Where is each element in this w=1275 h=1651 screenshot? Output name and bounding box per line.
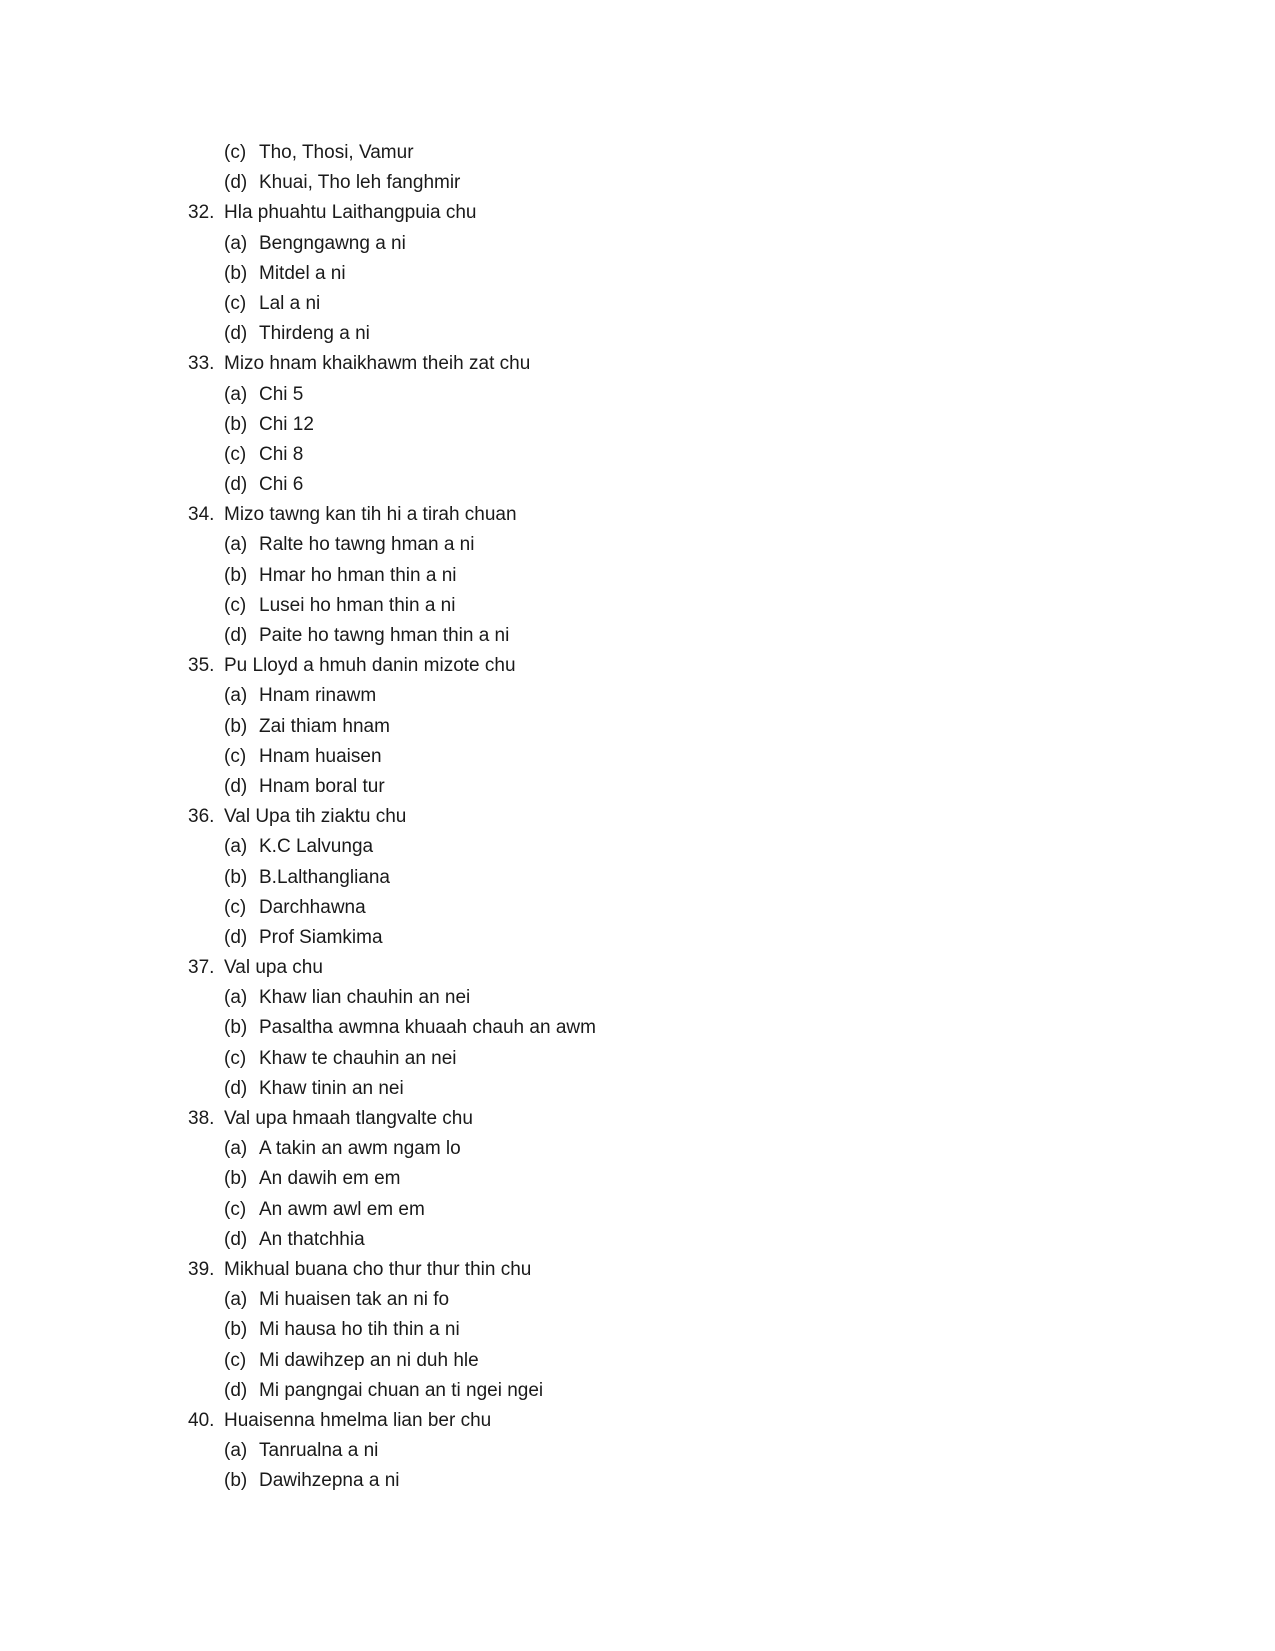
- question-text: Huaisenna hmelma lian ber chu: [224, 1409, 492, 1431]
- option-line: [188, 832, 1088, 862]
- option-line: [188, 1436, 1088, 1466]
- option-text: Prof Siamkima: [259, 926, 383, 948]
- option-letter: (b): [224, 413, 248, 435]
- option-line: [188, 1376, 1088, 1406]
- option-text: Hmar ho hman thin a ni: [259, 564, 457, 586]
- option-letter: (d): [224, 323, 248, 345]
- option-line: [188, 1315, 1088, 1345]
- option-letter: (b): [224, 262, 248, 284]
- option-letter: (d): [224, 775, 248, 797]
- option-text: Khaw tinin an nei: [259, 1077, 404, 1099]
- option-text: Mi huaisen tak an ni fo: [259, 1289, 450, 1311]
- option-letter: (d): [224, 1228, 248, 1250]
- question-number: 35.: [188, 655, 215, 677]
- option-line: [188, 621, 1088, 651]
- option-text: An awm awl em em: [259, 1198, 425, 1220]
- option-line: [188, 893, 1088, 923]
- option-text: Dawihzepna a ni: [259, 1470, 400, 1492]
- option-text: Darchhawna: [259, 896, 366, 918]
- option-letter: (c): [224, 443, 247, 465]
- option-text: Chi 5: [259, 383, 304, 405]
- option-text: Khaw te chauhin an nei: [259, 1047, 457, 1069]
- question-line: [188, 651, 1088, 681]
- option-text: Hnam huaisen: [259, 745, 382, 767]
- option-line: [188, 742, 1088, 772]
- option-letter: (b): [224, 1017, 248, 1039]
- option-line: [188, 1225, 1088, 1255]
- option-text: Zai thiam hnam: [259, 715, 390, 737]
- option-line: [188, 1466, 1088, 1496]
- option-letter: (d): [224, 1077, 248, 1099]
- question-text: Hla phuahtu Laithangpuia chu: [224, 202, 477, 224]
- option-line: [188, 410, 1088, 440]
- question-number: 32.: [188, 202, 215, 224]
- option-text: Lal a ni: [259, 292, 321, 314]
- option-letter: (a): [224, 1138, 248, 1160]
- option-line: [188, 1044, 1088, 1074]
- question-number: 34.: [188, 504, 215, 526]
- option-text: Ralte ho tawng hman a ni: [259, 534, 475, 556]
- option-text: Khaw lian chauhin an nei: [259, 987, 471, 1009]
- option-letter: (d): [224, 474, 248, 496]
- option-letter: (d): [224, 172, 248, 194]
- question-text: Val upa chu: [224, 957, 323, 979]
- option-line: [188, 1134, 1088, 1164]
- option-letter: (a): [224, 1440, 248, 1462]
- option-letter: (c): [224, 1047, 247, 1069]
- option-text: A takin an awm ngam lo: [259, 1138, 461, 1160]
- option-letter: (a): [224, 1289, 248, 1311]
- question-line: [188, 1406, 1088, 1436]
- question-text: Mizo hnam khaikhawm theih zat chu: [224, 353, 531, 375]
- option-letter: (c): [224, 745, 247, 767]
- option-text: Lusei ho hman thin a ni: [259, 594, 456, 616]
- option-letter: (d): [224, 625, 248, 646]
- option-text: An dawih em em: [259, 1168, 401, 1190]
- option-text: B.Lalthangliana: [259, 866, 390, 888]
- option-text: Hnam rinawm: [259, 685, 377, 707]
- option-text: Hnam boral tur: [259, 775, 385, 797]
- option-text: Mi pangngai chuan an ti ngei ngei: [259, 1379, 544, 1401]
- option-letter: (c): [224, 896, 247, 918]
- option-text: Mi hausa ho tih thin a ni: [259, 1319, 460, 1341]
- option-text: Bengngawng a ni: [259, 232, 406, 254]
- option-text: Chi 6: [259, 474, 304, 496]
- option-letter: (a): [224, 836, 248, 858]
- option-line: [188, 1164, 1088, 1194]
- question-number: 37.: [188, 957, 215, 979]
- option-letter: (c): [224, 142, 247, 163]
- option-letter: (a): [224, 383, 248, 405]
- option-line: [188, 1013, 1088, 1043]
- option-text: Pasaltha awmna khuaah chauh an awm: [259, 1017, 596, 1039]
- question-text: Val upa hmaah tlangvalte chu: [224, 1108, 473, 1129]
- option-text: Mitdel a ni: [259, 262, 346, 284]
- option-line: [188, 1346, 1088, 1376]
- option-letter: (c): [224, 1349, 247, 1371]
- question-text: Mikhual buana cho thur thur thin chu: [224, 1258, 532, 1280]
- option-line: [188, 1285, 1088, 1315]
- option-line: [188, 530, 1088, 560]
- question-line: [188, 349, 1088, 379]
- question-number: 33.: [188, 353, 215, 375]
- option-text: Paite ho tawng hman thin a ni: [259, 625, 510, 646]
- option-letter: (c): [224, 594, 247, 616]
- question-text: Mizo tawng kan tih hi a tirah chuan: [224, 504, 517, 526]
- question-line: [188, 500, 1088, 530]
- option-line: [188, 923, 1088, 953]
- question-line: [188, 802, 1088, 832]
- option-line: [188, 229, 1088, 259]
- option-line: [188, 380, 1088, 410]
- option-text: An thatchhia: [259, 1228, 365, 1250]
- option-letter: (b): [224, 1470, 248, 1492]
- question-text: Val Upa tih ziaktu chu: [224, 806, 407, 828]
- option-letter: (b): [224, 715, 248, 737]
- option-line: [188, 168, 1088, 198]
- option-line: [188, 1195, 1088, 1225]
- option-text: Tanrualna a ni: [259, 1440, 379, 1462]
- question-number: 36.: [188, 806, 215, 828]
- option-letter: (d): [224, 926, 248, 948]
- option-text: Mi dawihzep an ni duh hle: [259, 1349, 479, 1371]
- option-line: [188, 561, 1088, 591]
- option-line: [188, 863, 1088, 893]
- option-line: [188, 138, 1088, 168]
- option-line: [188, 259, 1088, 289]
- option-letter: (a): [224, 232, 248, 254]
- option-letter: (c): [224, 292, 247, 314]
- question-number: 39.: [188, 1258, 215, 1280]
- option-letter: (b): [224, 866, 248, 888]
- option-letter: (a): [224, 685, 248, 707]
- option-letter: (a): [224, 534, 248, 556]
- option-line: [188, 772, 1088, 802]
- option-letter: (c): [224, 1198, 247, 1220]
- option-line: [188, 681, 1088, 711]
- question-line: [188, 1255, 1088, 1285]
- option-text: Chi 12: [259, 413, 314, 435]
- option-line: [188, 983, 1088, 1013]
- option-line: [188, 591, 1088, 621]
- option-letter: (b): [224, 564, 248, 586]
- option-letter: (a): [224, 987, 248, 1009]
- question-list: [188, 138, 1088, 1496]
- option-letter: (d): [224, 1379, 248, 1401]
- option-text: K.C Lalvunga: [259, 836, 374, 858]
- question-line: [188, 198, 1088, 228]
- question-text: Pu Lloyd a hmuh danin mizote chu: [224, 655, 516, 677]
- option-text: Thirdeng a ni: [259, 323, 370, 345]
- option-line: [188, 712, 1088, 742]
- question-line: [188, 1104, 1088, 1134]
- option-text: Tho, Thosi, Vamur: [259, 142, 414, 163]
- question-number: 40.: [188, 1409, 215, 1431]
- option-line: [188, 319, 1088, 349]
- option-line: [188, 289, 1088, 319]
- option-text: Khuai, Tho leh fanghmir: [259, 172, 461, 194]
- question-number: 38.: [188, 1108, 215, 1129]
- option-letter: (b): [224, 1319, 248, 1341]
- option-letter: (b): [224, 1168, 248, 1190]
- option-line: [188, 440, 1088, 470]
- option-text: Chi 8: [259, 443, 304, 465]
- option-line: [188, 1074, 1088, 1104]
- option-line: [188, 470, 1088, 500]
- question-line: [188, 953, 1088, 983]
